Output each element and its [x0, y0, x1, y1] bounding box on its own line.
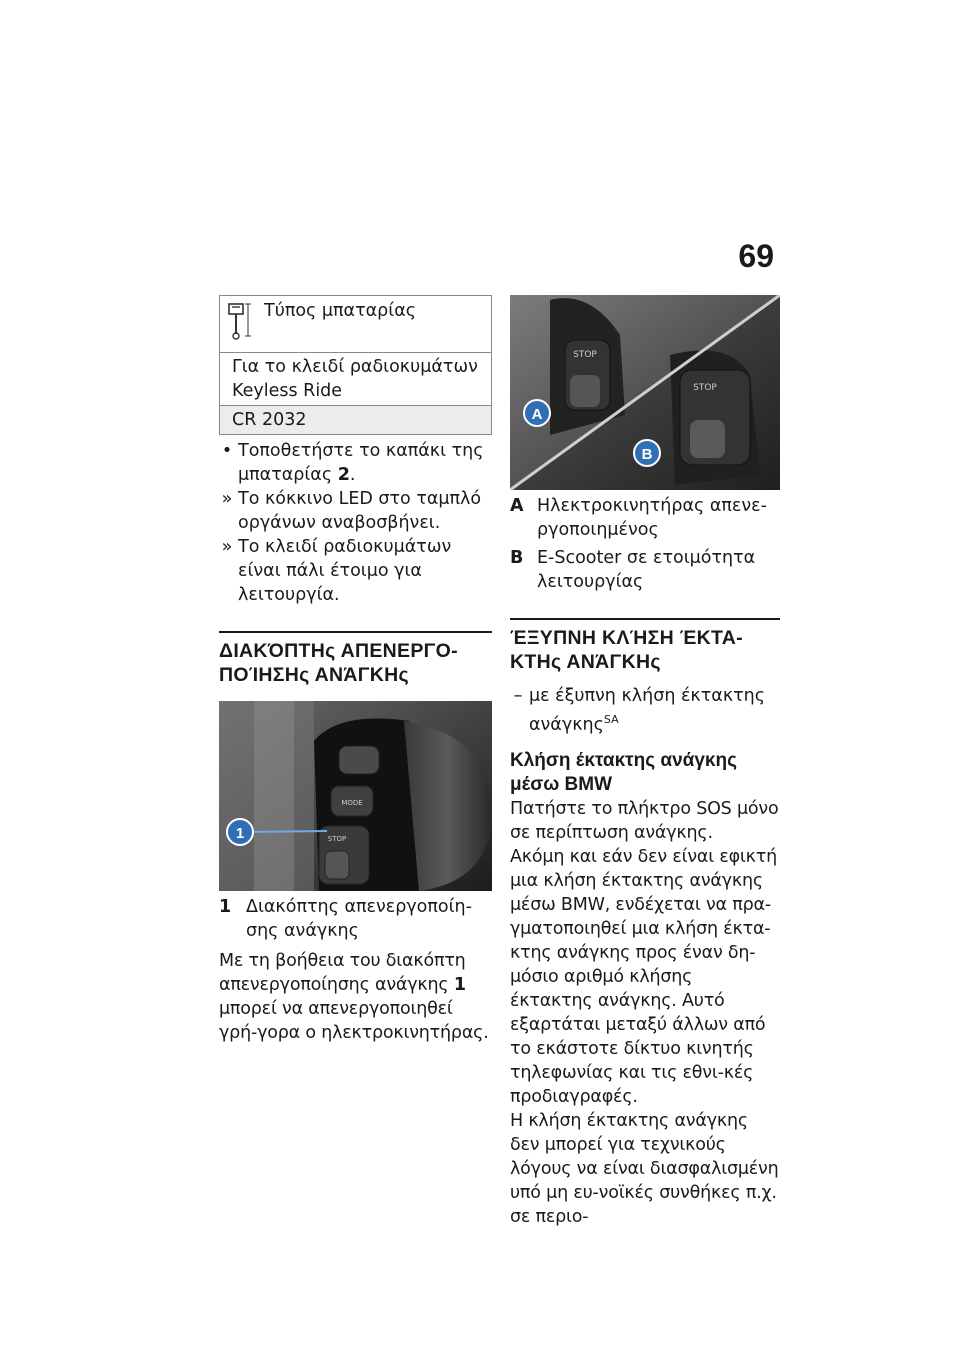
result-marker: » — [221, 489, 233, 509]
stop-button-label: STOP — [327, 835, 347, 843]
legend-b — [510, 546, 780, 594]
callout-a-label: A — [531, 406, 543, 423]
battery-icon — [224, 302, 252, 342]
battery-steps — [219, 439, 492, 607]
callout-1-label: 1 — [235, 825, 245, 842]
result-marker: » — [221, 537, 233, 557]
legend-key: A — [510, 496, 524, 516]
scooter-status-photo — [510, 295, 780, 490]
legend-description: Ηλεκτροκινητήρας απενε-ργοποιημένος — [537, 496, 767, 540]
kill-switch-heading: ΔΙΑΚΌΠΤΗς ΑΠΕΝΕΡΓΟ-ΠΟΊΗΣΗς ΑΝΆΓΚΗς — [219, 631, 492, 687]
legend-description: E-Scooter σε ετοιμότητα λειτουργίας — [537, 548, 756, 592]
emergency-subheading: Κλήση έκτακτης ανάγκης μέσω BMW — [510, 749, 737, 795]
optional-equipment-badge: SA — [603, 713, 619, 726]
callout-b-label: B — [641, 446, 653, 463]
right-column — [510, 295, 780, 1229]
emergency-para-1: Πατήστε το πλήκτρο SOS μόνο σε περίπτωση ανάγκης. — [510, 798, 779, 843]
kill-switch-photo — [219, 701, 492, 891]
left-column — [219, 295, 492, 1045]
battery-spec-table — [219, 295, 492, 435]
mode-button-label: MODE — [341, 799, 363, 807]
kill-switch-legend — [219, 895, 492, 943]
legend-key: B — [510, 548, 524, 568]
emergency-para-2: Ακόμη και εάν δεν είναι εφικτή μια κλήση έκτακτης ανάγκης μέσω BMW, ενδέχεται να πρα-γματοποιηθεί μια κλήση έκτα-κτης ανάγκης προς έναν δη-μόσιο αριθμό κλήσης έκτακτης ανάγκης. Αυτό εξαρτάται μεταξύ άλλων από το εκάστοτε δίκτυο κινητής τηλεφωνίας και τις εθνι-κές προδιαγραφές. — [510, 846, 777, 1107]
page-number: 69 — [738, 238, 774, 274]
option-marker: – — [513, 686, 523, 706]
kill-switch-body: Με τη βοήθεια του διακόπτη απενεργοποίησης ανάγκης 1 μπορεί να απενεργοποιηθεί γρή-γορα ο ηλεκτροκινητήρας. — [219, 951, 489, 1043]
result-item: » Το κλειδί ραδιοκυμάτων είναι πάλι έτοιμο για λειτουργία. — [219, 535, 492, 607]
battery-value: CR 2032 — [220, 406, 492, 435]
emergency-para-3: Η κλήση έκτακτης ανάγκης δεν μπορεί για τεχνικούς λόγους να είναι διασφαλισμένη υπό μη ευ-νοϊκές συνθήκες π.χ. σε περιο- — [510, 1110, 779, 1227]
stop-label-a: STOP — [573, 350, 597, 360]
battery-spec-header — [220, 296, 492, 353]
bullet-marker: • — [221, 441, 233, 461]
legend-description: Διακόπτης απενεργοποίη-σης ανάγκης — [246, 897, 472, 941]
result-item: » Το κόκκινο LED στο ταμπλό οργάνων αναβοσβήνει. — [219, 487, 492, 535]
battery-key-row: Για το κλειδί ραδιοκυμάτων Keyless Ride — [220, 353, 492, 406]
stop-label-b: STOP — [693, 383, 717, 393]
step-item: • Τοποθετήστε το καπάκι της μπαταρίας 2. — [219, 439, 492, 487]
legend-key: 1 — [219, 897, 232, 917]
emergency-call-heading: ΈΞΥΠΝΗ ΚΛΉΣΗ ΈΚΤΑ-ΚΤΗς ΑΝΆΓΚΗς — [510, 618, 780, 674]
option-item: – με έξυπνη κλήση έκτακτης ανάγκης$^{SA}$ — [510, 684, 780, 737]
legend-a — [510, 494, 780, 542]
battery-type-label: Τύπος μπαταρίας — [264, 301, 417, 321]
emergency-option-list — [510, 684, 780, 737]
